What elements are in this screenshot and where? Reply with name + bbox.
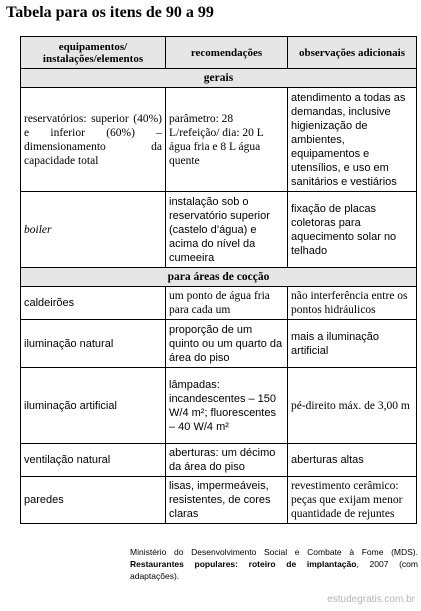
table-row — [21, 320, 417, 368]
cell-element: reservatórios: superior (40%) e inferior (60%) – dimensionamento da capacidade total — [21, 88, 166, 192]
recommendations-table — [20, 36, 417, 524]
page-title: Tabela para os itens de 90 a 99 — [6, 4, 214, 21]
cell-observation: atendimento a todas as demandas, inclusive higienização de ambientes, equipamentos e utensílios, e uso em sanitários e vestiários — [288, 88, 417, 192]
cell-recommendation: instalação sob o reservatório superior (castelo d’água) e acima do nível da cumeeira — [166, 192, 288, 268]
section-row-gerais — [21, 69, 417, 88]
source-title: Restaurantes populares: roteiro de implantação — [130, 559, 357, 569]
cell-element: iluminação natural — [21, 320, 166, 368]
table-row — [21, 444, 417, 477]
cell-recommendation: lâmpadas: incandescentes – 150 W/4 m²; fluorescentes – 40 W/4 m² — [166, 368, 288, 444]
section-row-coccao — [21, 268, 417, 287]
table-row — [21, 477, 417, 524]
cell-observation: revestimento cerâmico: peças que exijam menor quantidade de rejuntes — [288, 477, 417, 524]
cell-element: iluminação artificial — [21, 368, 166, 444]
table-header-row — [21, 37, 417, 69]
table-row — [21, 287, 417, 320]
cell-observation: não interferência entre os pontos hidráulicos — [288, 287, 417, 320]
table-row — [21, 192, 417, 268]
header-equipamentos: equipamentos/ instalações/elementos — [21, 37, 166, 69]
header-observacoes: observações adicionais — [288, 37, 417, 69]
cell-recommendation: aberturas: um décimo da área do piso — [166, 444, 288, 477]
cell-element: ventilação natural — [21, 444, 166, 477]
cell-recommendation: parâmetro: 28 L/refeição/ dia: 20 L água fria e 8 L água quente — [166, 88, 288, 192]
cell-element: caldeirões — [21, 287, 166, 320]
cell-element: paredes — [21, 477, 166, 524]
section-label: gerais — [21, 69, 417, 88]
cell-recommendation: proporção de um quinto ou um quarto da área do piso — [166, 320, 288, 368]
section-label: para áreas de cocção — [21, 268, 417, 287]
source-suffix: , 2007 (com adaptações). — [130, 559, 418, 581]
source-citation — [130, 546, 418, 582]
cell-observation: fixação de placas coletoras para aquecimento solar no telhado — [288, 192, 417, 268]
table-row — [21, 88, 417, 192]
watermark: estudegratis.com.br — [327, 594, 415, 605]
cell-element: boiler — [21, 192, 166, 268]
table-row — [21, 368, 417, 444]
cell-observation: aberturas altas — [288, 444, 417, 477]
cell-recommendation: um ponto de água fria para cada um — [166, 287, 288, 320]
cell-observation: mais a iluminação artificial — [288, 320, 417, 368]
source-prefix: Ministério do Desenvolvimento Social e Combate à Fome (MDS). — [130, 547, 418, 557]
header-recomendacoes: recomendações — [166, 37, 288, 69]
cell-recommendation: lisas, impermeáveis, resistentes, de cores claras — [166, 477, 288, 524]
cell-observation: pé-direito máx. de 3,00 m — [288, 368, 417, 444]
